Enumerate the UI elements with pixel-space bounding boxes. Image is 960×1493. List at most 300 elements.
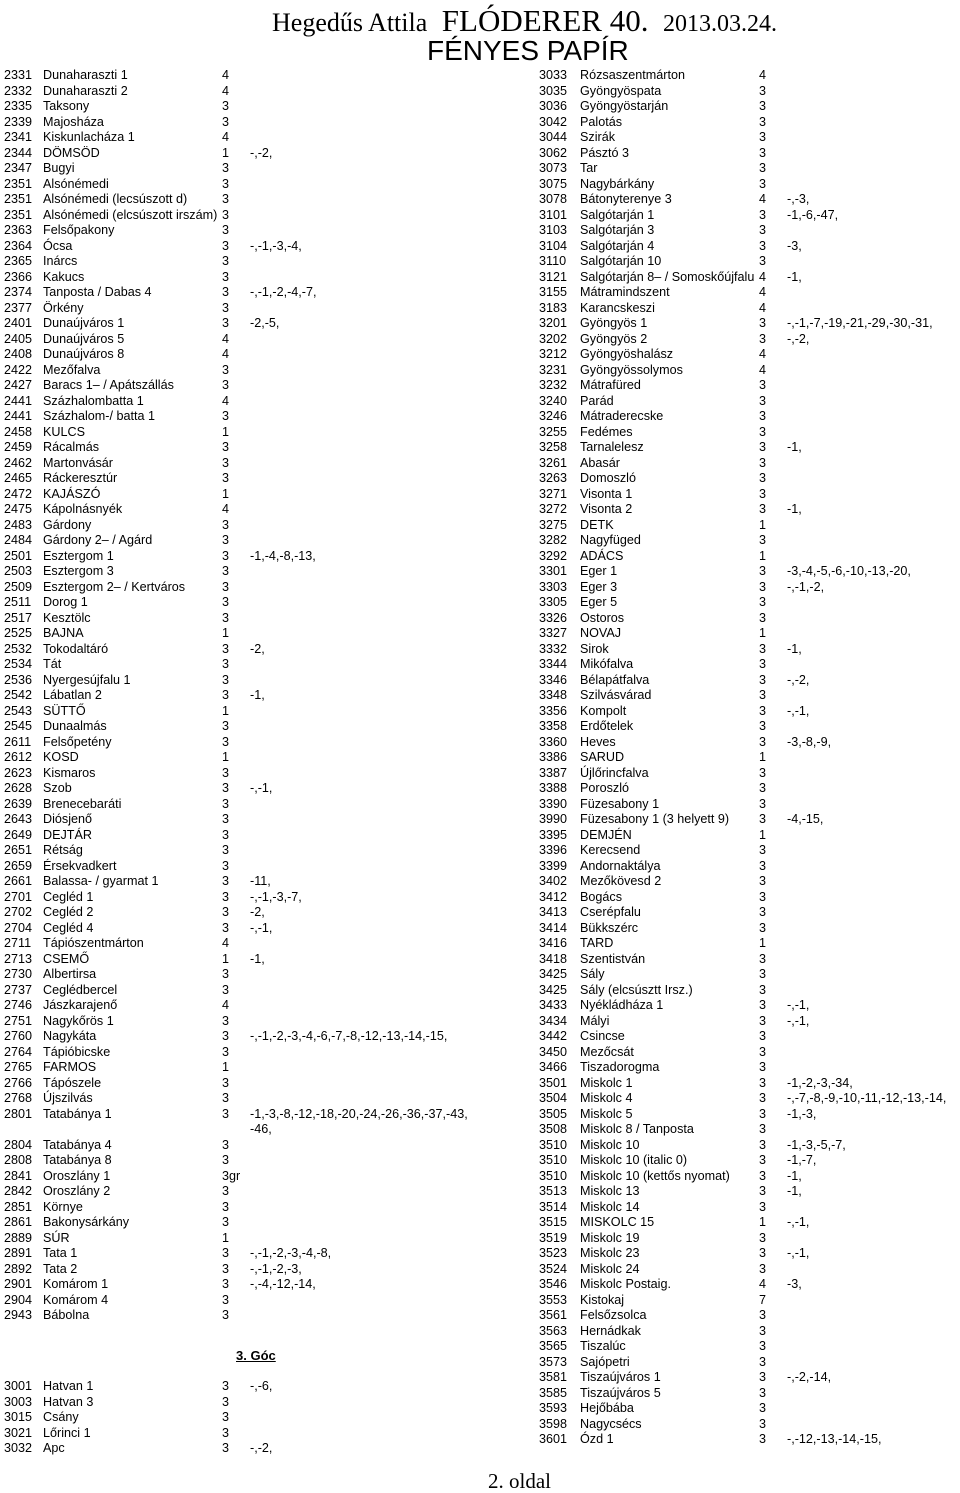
item-postcode: 2374 — [4, 285, 33, 299]
item-postcode: 3212 — [539, 347, 568, 361]
item-place-name: Újszilvás — [43, 1091, 93, 1105]
item-count: 3 — [759, 951, 767, 966]
item-postcode: 3327 — [539, 626, 568, 640]
item-postcode: 2401 — [4, 316, 33, 330]
item-place-name: Bábolna — [43, 1308, 90, 1322]
item-count: 3 — [222, 1029, 230, 1043]
item-postcode: 3062 — [539, 145, 568, 160]
item-place-name: Tápószele — [43, 1075, 102, 1090]
item-count: 3 — [759, 161, 767, 175]
item-place-name: Ráckeresztúr — [43, 471, 118, 485]
item-count: 3 — [759, 858, 767, 873]
item-place-name: Tar — [580, 161, 598, 175]
item-place-name: Kistokaj — [580, 1292, 625, 1307]
item-place-name: Esztergom 1 — [43, 548, 114, 563]
item-count: 4 — [759, 192, 767, 206]
item-place-name: Dorog 1 — [43, 595, 88, 609]
item-count: 3 — [759, 1230, 767, 1245]
item-count: 4 — [222, 68, 230, 82]
left-column — [0, 68, 520, 1368]
item-postcode: 3501 — [539, 1075, 568, 1090]
item-postcode: 2713 — [4, 951, 33, 966]
item-postcode: 3524 — [539, 1261, 568, 1276]
item-variants: -1, — [250, 951, 265, 966]
header-date: 2013.03.24. — [662, 11, 777, 37]
item-count: 3 — [222, 238, 230, 253]
item-count: 3 — [222, 610, 230, 625]
item-postcode: 3466 — [539, 1060, 568, 1074]
item-postcode: 3402 — [539, 874, 568, 888]
item-count: 3 — [759, 1091, 767, 1105]
item-postcode: 2611 — [4, 734, 32, 749]
item-postcode: 3344 — [539, 657, 568, 671]
item-variants: -3,-4,-5,-6,-10,-13,-20, — [787, 564, 911, 578]
item-postcode: 3601 — [539, 1432, 568, 1446]
item-place-name: Eger 3 — [580, 579, 618, 594]
item-count: 4 — [759, 362, 767, 377]
item-place-name: Poroszló — [580, 781, 629, 795]
item-postcode: 3303 — [539, 579, 568, 594]
item-count: 3 — [759, 874, 767, 888]
item-place-name: Nagykőrös 1 — [43, 1013, 114, 1028]
header-subtitle: FÉNYES PAPÍR — [427, 35, 629, 66]
item-variants: -,-1,-7,-19,-21,-29,-30,-31, — [787, 316, 933, 330]
item-count: 4 — [222, 130, 230, 144]
item-count: 3 — [759, 564, 767, 578]
item-variants: -,-1, — [787, 703, 810, 718]
item-place-name: Sirok — [580, 641, 609, 656]
item-variants: -1, — [787, 502, 802, 516]
item-count: 3 — [759, 99, 767, 113]
item-place-name: Tata 2 — [43, 1261, 78, 1276]
item-count: 3 — [222, 1153, 230, 1167]
item-postcode: 2943 — [4, 1308, 33, 1322]
item-postcode: 2347 — [4, 161, 33, 175]
item-postcode: 3036 — [539, 99, 568, 113]
item-postcode: 2841 — [4, 1168, 33, 1183]
item-place-name: Bélapátfalva — [580, 672, 650, 687]
item-count: 3 — [759, 998, 767, 1012]
item-postcode: 2363 — [4, 223, 33, 237]
item-count: 3 — [759, 1029, 767, 1043]
item-place-name: KAJÁSZÓ — [43, 486, 101, 501]
item-count: 1 — [222, 750, 230, 764]
item-place-name: Oroszlány 1 — [43, 1168, 111, 1183]
item-postcode: 2517 — [4, 610, 33, 625]
item-place-name: Kápolnásnyék — [43, 502, 123, 516]
item-count: 3 — [759, 889, 767, 904]
item-count: 3 — [222, 905, 230, 919]
item-place-name: Andornaktálya — [580, 858, 661, 873]
item-postcode: 3388 — [539, 781, 568, 795]
item-postcode: 3598 — [539, 1416, 568, 1431]
item-count: 3gr — [222, 1168, 241, 1183]
item-count: 3 — [222, 440, 230, 454]
item-count: 3 — [222, 517, 230, 532]
item-place-name: Felsőpetény — [43, 734, 112, 749]
item-count: 3 — [222, 285, 230, 299]
item-place-name: Dunaújváros 5 — [43, 331, 125, 346]
item-postcode: 3348 — [539, 688, 568, 702]
item-count: 3 — [759, 1184, 767, 1198]
item-postcode: 2808 — [4, 1153, 33, 1167]
item-variants: -,-1, — [250, 920, 273, 935]
item-place-name: Miskolc 14 — [580, 1199, 640, 1214]
item-postcode: 3035 — [539, 83, 568, 98]
item-postcode: 3305 — [539, 595, 568, 609]
item-place-name: Alsónémedi (elcsúszott irszám) — [43, 207, 218, 222]
item-postcode: 3272 — [539, 502, 568, 516]
item-place-name: Esztergom 2– / Kertváros — [43, 579, 186, 594]
item-count: 3 — [222, 409, 230, 423]
item-place-name: SÜTTŐ — [43, 703, 86, 718]
item-place-name: Salgótarján 8– / Somoskőújfalu — [580, 269, 755, 284]
item-place-name: Miskolc 10 — [580, 1137, 640, 1152]
item-place-name: Felsőpakony — [43, 223, 115, 237]
item-place-name: Kiskunlacháza 1 — [43, 130, 135, 144]
item-postcode: 3563 — [539, 1323, 568, 1338]
item-variants: -,-1, — [787, 1215, 810, 1229]
item-place-name: Füzesabony 1 (3 helyett 9) — [580, 812, 730, 826]
item-postcode: 2344 — [4, 145, 33, 160]
item-place-name: Lábatlan 2 — [43, 688, 102, 702]
item-place-name: Majosháza — [43, 114, 104, 129]
item-postcode: 2892 — [4, 1261, 33, 1276]
item-variants: -1,-2,-3,-34, — [787, 1075, 853, 1090]
item-variants: -,-7,-8,-9,-10,-11,-12,-13,-14, — [787, 1091, 947, 1105]
item-postcode: 3395 — [539, 827, 568, 842]
item-postcode: 2730 — [4, 967, 33, 981]
item-postcode: 3990 — [539, 812, 568, 826]
item-place-name: Szirák — [580, 130, 615, 144]
item-postcode: 2536 — [4, 672, 33, 687]
item-postcode: 2511 — [4, 595, 32, 609]
item-count: 3 — [759, 703, 767, 718]
item-variants: -3, — [787, 1277, 802, 1291]
item-place-name: DÖMSÖD — [43, 145, 100, 160]
header-author: Hegedűs Attila — [272, 8, 428, 37]
item-postcode: 2422 — [4, 362, 33, 377]
item-count: 3 — [759, 1432, 767, 1446]
item-postcode: 3510 — [539, 1153, 568, 1167]
item-place-name: Domoszló — [580, 471, 636, 485]
item-postcode: 3003 — [4, 1394, 33, 1409]
item-postcode: 2659 — [4, 858, 33, 873]
item-count: 3 — [759, 502, 767, 516]
section-label: 3. Góc — [236, 1348, 276, 1363]
item-postcode: 3546 — [539, 1277, 568, 1291]
item-count: 3 — [759, 440, 767, 454]
item-count: 3 — [222, 579, 230, 594]
item-count: 3 — [759, 579, 767, 594]
item-count: 3 — [759, 1308, 767, 1322]
item-count: 3 — [222, 471, 230, 485]
item-count: 3 — [759, 672, 767, 687]
item-postcode: 3553 — [539, 1292, 568, 1307]
item-place-name: Bükkszérc — [580, 920, 639, 935]
item-postcode: 2545 — [4, 719, 33, 733]
item-count: 3 — [759, 238, 767, 253]
item-count: 3 — [759, 1013, 767, 1028]
item-place-name: Taksony — [43, 99, 90, 113]
item-postcode: 2891 — [4, 1246, 33, 1260]
item-count: 1 — [759, 548, 767, 563]
item-variants: -1, — [787, 440, 802, 454]
item-count: 3 — [759, 316, 767, 330]
item-place-name: Ceglédbercel — [43, 982, 118, 997]
item-count: 3 — [222, 812, 230, 826]
item-postcode: 3346 — [539, 672, 568, 687]
item-variants: -,-2, — [250, 1441, 273, 1455]
item-postcode: 3434 — [539, 1013, 568, 1028]
item-count: 3 — [222, 734, 230, 749]
item-place-name: Környe — [43, 1199, 83, 1214]
item-place-name: Hatvan 3 — [43, 1394, 94, 1409]
item-place-name: Salgótarján 1 — [580, 207, 655, 222]
item-count: 3 — [759, 1401, 767, 1415]
item-count: 3 — [222, 982, 230, 997]
item-postcode: 2542 — [4, 688, 33, 702]
item-count: 3 — [759, 486, 767, 501]
item-count: 3 — [759, 796, 767, 811]
item-postcode: 3505 — [539, 1106, 568, 1121]
item-variants: -,-2,-14, — [787, 1370, 832, 1384]
item-postcode: 2889 — [4, 1230, 33, 1245]
item-variants: -1,-3,-8,-12,-18,-20,-24,-26,-36,-37,-43, — [250, 1106, 468, 1121]
item-count: 3 — [222, 796, 230, 811]
item-place-name: Hejőbába — [580, 1401, 634, 1415]
item-postcode: 2764 — [4, 1044, 33, 1059]
item-postcode: 3565 — [539, 1339, 568, 1353]
item-postcode: 3416 — [539, 936, 568, 950]
item-place-name: Tarnalelesz — [580, 440, 644, 454]
item-count: 3 — [759, 1416, 767, 1431]
item-count: 1 — [759, 936, 767, 950]
item-postcode: 2351 — [4, 192, 33, 206]
item-place-name: Kakucs — [43, 269, 85, 284]
item-count: 3 — [759, 378, 767, 392]
item-count: 3 — [222, 176, 230, 191]
item-count: 3 — [222, 1246, 230, 1260]
item-place-name: Miskolc 8 / Tanposta — [580, 1122, 694, 1136]
item-count: 3 — [759, 1339, 767, 1353]
item-postcode: 2751 — [4, 1013, 33, 1028]
item-postcode: 2427 — [4, 378, 33, 392]
item-place-name: Füzesabony 1 — [580, 796, 660, 811]
item-count: 3 — [759, 967, 767, 981]
item-count: 3 — [759, 812, 767, 826]
item-count: 3 — [759, 1122, 767, 1136]
item-place-name: Nagykáta — [43, 1029, 97, 1043]
item-postcode: 2543 — [4, 703, 33, 718]
item-postcode: 2704 — [4, 920, 33, 935]
item-postcode: 2377 — [4, 300, 33, 315]
item-count: 7 — [759, 1292, 767, 1307]
item-variants: -,-4,-12,-14, — [250, 1277, 316, 1291]
item-count: 3 — [759, 982, 767, 997]
item-postcode: 3514 — [539, 1199, 568, 1214]
item-count: 3 — [222, 688, 230, 702]
left-column-2 — [0, 1379, 520, 1463]
item-variants: -2, — [250, 905, 265, 919]
item-postcode: 2801 — [4, 1106, 33, 1121]
item-count: 3 — [222, 161, 230, 175]
item-place-name: Miskolc 1 — [580, 1075, 633, 1090]
item-count: 4 — [759, 300, 767, 315]
item-count: 3 — [222, 765, 230, 780]
item-place-name: Sajópetri — [580, 1354, 630, 1369]
item-postcode: 2332 — [4, 83, 33, 98]
item-postcode: 2458 — [4, 424, 33, 439]
item-count: 3 — [222, 719, 230, 733]
item-postcode: 3561 — [539, 1308, 568, 1322]
item-place-name: Dunaújváros 1 — [43, 316, 125, 330]
item-postcode: 3593 — [539, 1401, 568, 1415]
item-postcode: 3332 — [539, 641, 568, 656]
item-postcode: 3390 — [539, 796, 568, 811]
item-count: 3 — [759, 1199, 767, 1214]
item-postcode: 2465 — [4, 471, 33, 485]
item-postcode: 3510 — [539, 1168, 568, 1183]
item-postcode: 2643 — [4, 812, 33, 826]
item-count: 3 — [222, 827, 230, 842]
item-place-name: Oroszlány 2 — [43, 1184, 111, 1198]
item-place-name: Tiszaújváros 5 — [580, 1385, 661, 1400]
item-variants: -,-1, — [250, 781, 273, 795]
item-postcode: 2851 — [4, 1199, 33, 1214]
item-place-name: Hatvan 1 — [43, 1379, 94, 1393]
item-place-name: Százhalombatta 1 — [43, 393, 144, 408]
item-place-name: Nagycsécs — [580, 1416, 642, 1431]
item-place-name: Mályi — [580, 1013, 610, 1028]
item-place-name: Mikófalva — [580, 657, 634, 671]
item-place-name: Szilvásvárad — [580, 688, 652, 702]
item-postcode: 3425 — [539, 982, 568, 997]
item-variants: -,-1,-2,-3,-4,-8, — [250, 1246, 332, 1260]
item-place-name: DEJTÁR — [43, 827, 92, 842]
item-count: 4 — [222, 331, 230, 346]
item-count: 3 — [222, 114, 230, 129]
item-count: 3 — [222, 300, 230, 315]
item-place-name: Gyöngyöshalász — [580, 347, 674, 361]
item-count: 1 — [222, 1060, 230, 1074]
item-place-name: SÚR — [43, 1230, 70, 1245]
item-variants: -,-1,-2,-3,-4,-6,-7,-8,-12,-13,-14,-15, — [250, 1029, 448, 1043]
item-place-name: CSEMŐ — [43, 951, 90, 966]
item-postcode: 2484 — [4, 533, 33, 547]
item-postcode: 3523 — [539, 1246, 568, 1260]
item-postcode: 3513 — [539, 1184, 568, 1198]
item-place-name: Salgótarján 3 — [580, 223, 655, 237]
item-place-name: Gárdony 2– / Agárd — [43, 533, 153, 547]
item-count: 3 — [759, 657, 767, 671]
item-postcode: 3202 — [539, 331, 568, 346]
item-variants: -,-2, — [787, 331, 810, 346]
item-count: 3 — [222, 1091, 230, 1105]
item-place-name: Cegléd 4 — [43, 920, 94, 935]
item-postcode: 3183 — [539, 300, 568, 315]
item-postcode: 2341 — [4, 130, 33, 144]
item-postcode: 3001 — [4, 1379, 33, 1393]
item-place-name: Gyöngyös 1 — [580, 316, 648, 330]
item-postcode: 2649 — [4, 827, 33, 842]
item-count: 1 — [222, 424, 230, 439]
page-footer: 2. oldal — [488, 1469, 551, 1493]
item-count: 3 — [759, 424, 767, 439]
item-variants: -1, — [787, 641, 802, 656]
item-postcode: 2737 — [4, 982, 33, 997]
item-postcode: 3033 — [539, 68, 568, 82]
item-place-name: Komárom 1 — [43, 1277, 109, 1291]
item-postcode: 3450 — [539, 1044, 568, 1059]
item-variants: -,-1,-2, — [787, 579, 825, 594]
item-count: 3 — [222, 533, 230, 547]
item-postcode: 2768 — [4, 1091, 33, 1105]
item-variants: -2,-5, — [250, 316, 280, 330]
item-count: 3 — [222, 1425, 230, 1440]
item-place-name: Szentistván — [580, 951, 646, 966]
item-postcode: 2702 — [4, 905, 33, 919]
item-postcode: 3021 — [4, 1425, 33, 1440]
item-place-name: Cegléd 1 — [43, 889, 94, 904]
item-place-name: Nyergesújfalu 1 — [43, 672, 131, 687]
item-count: 1 — [222, 951, 230, 966]
item-place-name: MISKOLC 15 — [580, 1215, 655, 1229]
item-count: 3 — [759, 455, 767, 470]
item-count: 3 — [222, 378, 230, 392]
item-place-name: Inárcs — [43, 254, 78, 268]
item-count: 3 — [759, 533, 767, 547]
item-count: 3 — [222, 657, 230, 671]
item-postcode: 3581 — [539, 1370, 568, 1384]
item-place-name: Százhalom-/ batta 1 — [43, 409, 156, 423]
item-place-name: Mezőcsát — [580, 1044, 634, 1059]
item-count: 3 — [759, 641, 767, 656]
item-count: 3 — [759, 1323, 767, 1338]
item-place-name: Bugyi — [43, 161, 75, 175]
item-postcode: 2365 — [4, 254, 33, 268]
item-variants: -1,-4,-8,-13, — [250, 548, 316, 563]
item-place-name: FARMOS — [43, 1060, 97, 1074]
item-variants: -1, — [787, 1184, 802, 1198]
item-place-name: Pásztó 3 — [580, 145, 630, 160]
item-count: 4 — [759, 347, 767, 361]
item-postcode: 3504 — [539, 1091, 568, 1105]
item-postcode: 3240 — [539, 393, 568, 408]
item-place-name: Mátrafüred — [580, 378, 641, 392]
item-variants: -1,-3, — [787, 1106, 817, 1121]
item-count: 3 — [759, 1385, 767, 1400]
item-count: 3 — [222, 1199, 230, 1214]
item-postcode: 3386 — [539, 750, 568, 764]
item-postcode: 3032 — [4, 1441, 33, 1455]
item-variants: -,-1,-2,-3, — [250, 1261, 302, 1276]
item-count: 3 — [759, 1168, 767, 1183]
item-place-name: Tápióbicske — [43, 1044, 111, 1059]
item-postcode: 3232 — [539, 378, 568, 392]
item-count: 3 — [759, 781, 767, 795]
item-postcode: 3360 — [539, 734, 568, 749]
item-count: 3 — [222, 967, 230, 981]
item-postcode: 2661 — [4, 874, 33, 888]
item-place-name: Eger 1 — [580, 564, 618, 578]
item-variants: -,-1,-3,-7, — [250, 889, 302, 904]
item-count: 1 — [222, 486, 230, 501]
item-place-name: Salgótarján 4 — [580, 238, 655, 253]
item-variants: -,-1, — [787, 1013, 810, 1028]
item-place-name: Jászkarajenő — [43, 998, 118, 1012]
item-place-name: Miskolc Postaig. — [580, 1277, 671, 1291]
